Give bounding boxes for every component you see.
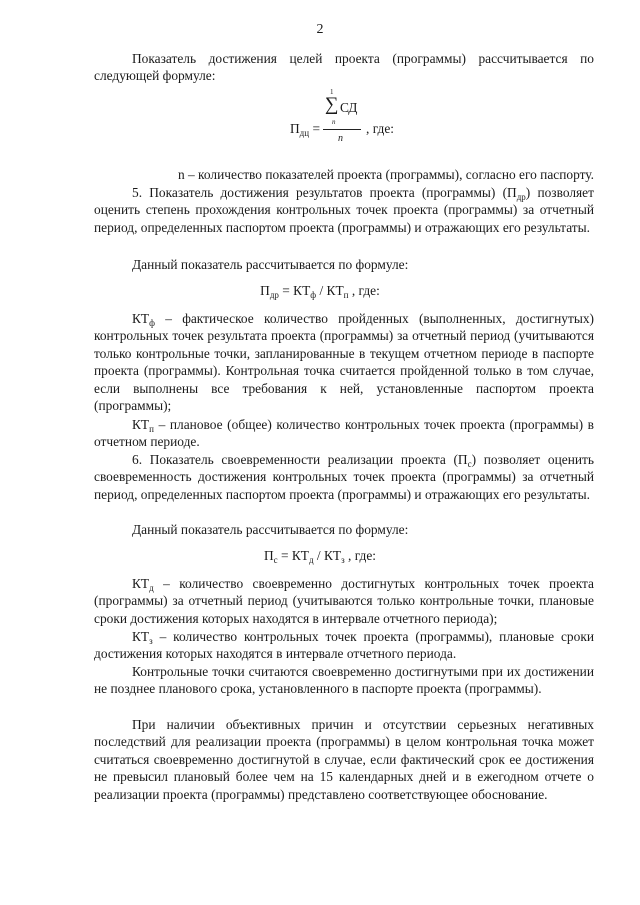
paragraph-timeliness-indicator: 6. Показатель своевременности реализации проекта $(П_с)$ позволяет оценить своевременность достижения контрольных точек проекта (программы) за отчетный период, определенных паспортом проекта (программы) и отражающих его результаты.: [94, 452, 594, 502]
sum-lower-limit: n: [332, 118, 336, 126]
formula-denominator: n: [338, 133, 343, 144]
formula-results-indicator: $П_{др} = КТ_ф / КТ_п$ , где:: [260, 283, 380, 300]
formula-timeliness-indicator: $П_с = КТ_д / КТ_з$ , где:: [263, 548, 377, 565]
paragraph-ktf-definition: $КТ_ф$ – фактическое количество пройденных (выполненных, достигнутых) контрольных точек результата проекта (программы) за отчетный период (учитываются только контрольные точки, запланированные в текущем отчетном периоде в паспорте проекта (программы). Контрольная точка считается пройденной только в том случае, если выполнены все требования к ней, установленные паспортом проекта (программы);: [94, 311, 594, 414]
formula-tail: , где:: [366, 121, 394, 136]
paragraph-ktp-definition: $КТ_п$ – плановое (общее) количество контрольных точек проекта (программы) в отчетном периоде.: [94, 417, 594, 450]
formula-numerator: СД: [340, 100, 358, 115]
paragraph-results-indicator: 5. Показатель достижения результатов проекта (программы) $(П_{др})$ позволяет оценить степень прохождения контрольных точек проекта (программы) за отчетный период, определенных паспортом проекта (программы) и отражающих его результаты.: [94, 185, 594, 235]
formula-lhs: $П_{дц}$ =: [290, 121, 320, 138]
paragraph-formula-intro-1: Данный показатель рассчитывается по формуле:: [132, 257, 409, 272]
sum-sign: ∑: [325, 94, 339, 115]
paragraph-checkpoints-timely: Контрольные точки считаются своевременно достигнутыми при их достижении не позднее планового срока, установленного в паспорте проекта (программы).: [94, 664, 594, 697]
paragraph-n-definition: n – количество показателей проекта (программы), согласно его паспорту.: [177, 167, 594, 182]
formula-goals-indicator: [290, 88, 450, 152]
page-number: 2: [316, 22, 324, 37]
fraction-bar: [323, 129, 361, 130]
paragraph-ktd-definition: $КТ_д$ – количество своевременно достигнутых контрольных точек проекта (программы) за отчетный период (учитываются только контрольные точки, плановые сроки достижения которых находятся в интервале отчетного периода);: [94, 576, 594, 626]
sum-upper-limit: 1: [330, 88, 334, 96]
paragraph-ktz-definition: $КТ_з$ – количество контрольных точек проекта (программы), плановые сроки достижения которых находятся в интервале отчетного периода.: [94, 629, 594, 662]
paragraph-goals-indicator-intro: Показатель достижения целей проекта (программы) рассчитывается по следующей формуле:: [94, 51, 594, 84]
paragraph-objective-reasons: При наличии объективных причин и отсутствии серьезных негативных последствий для реализации проекта (программы) в целом контрольная точка может считаться своевременно достигнутой в случае, если фактический срок ее достижения не превысил плановый более чем на 15 календарных дней и в ежегодном отчете о реализации проекта (программы) представлено соответствующее обоснование.: [94, 717, 594, 802]
paragraph-formula-intro-2: Данный показатель рассчитывается по формуле:: [132, 522, 409, 537]
